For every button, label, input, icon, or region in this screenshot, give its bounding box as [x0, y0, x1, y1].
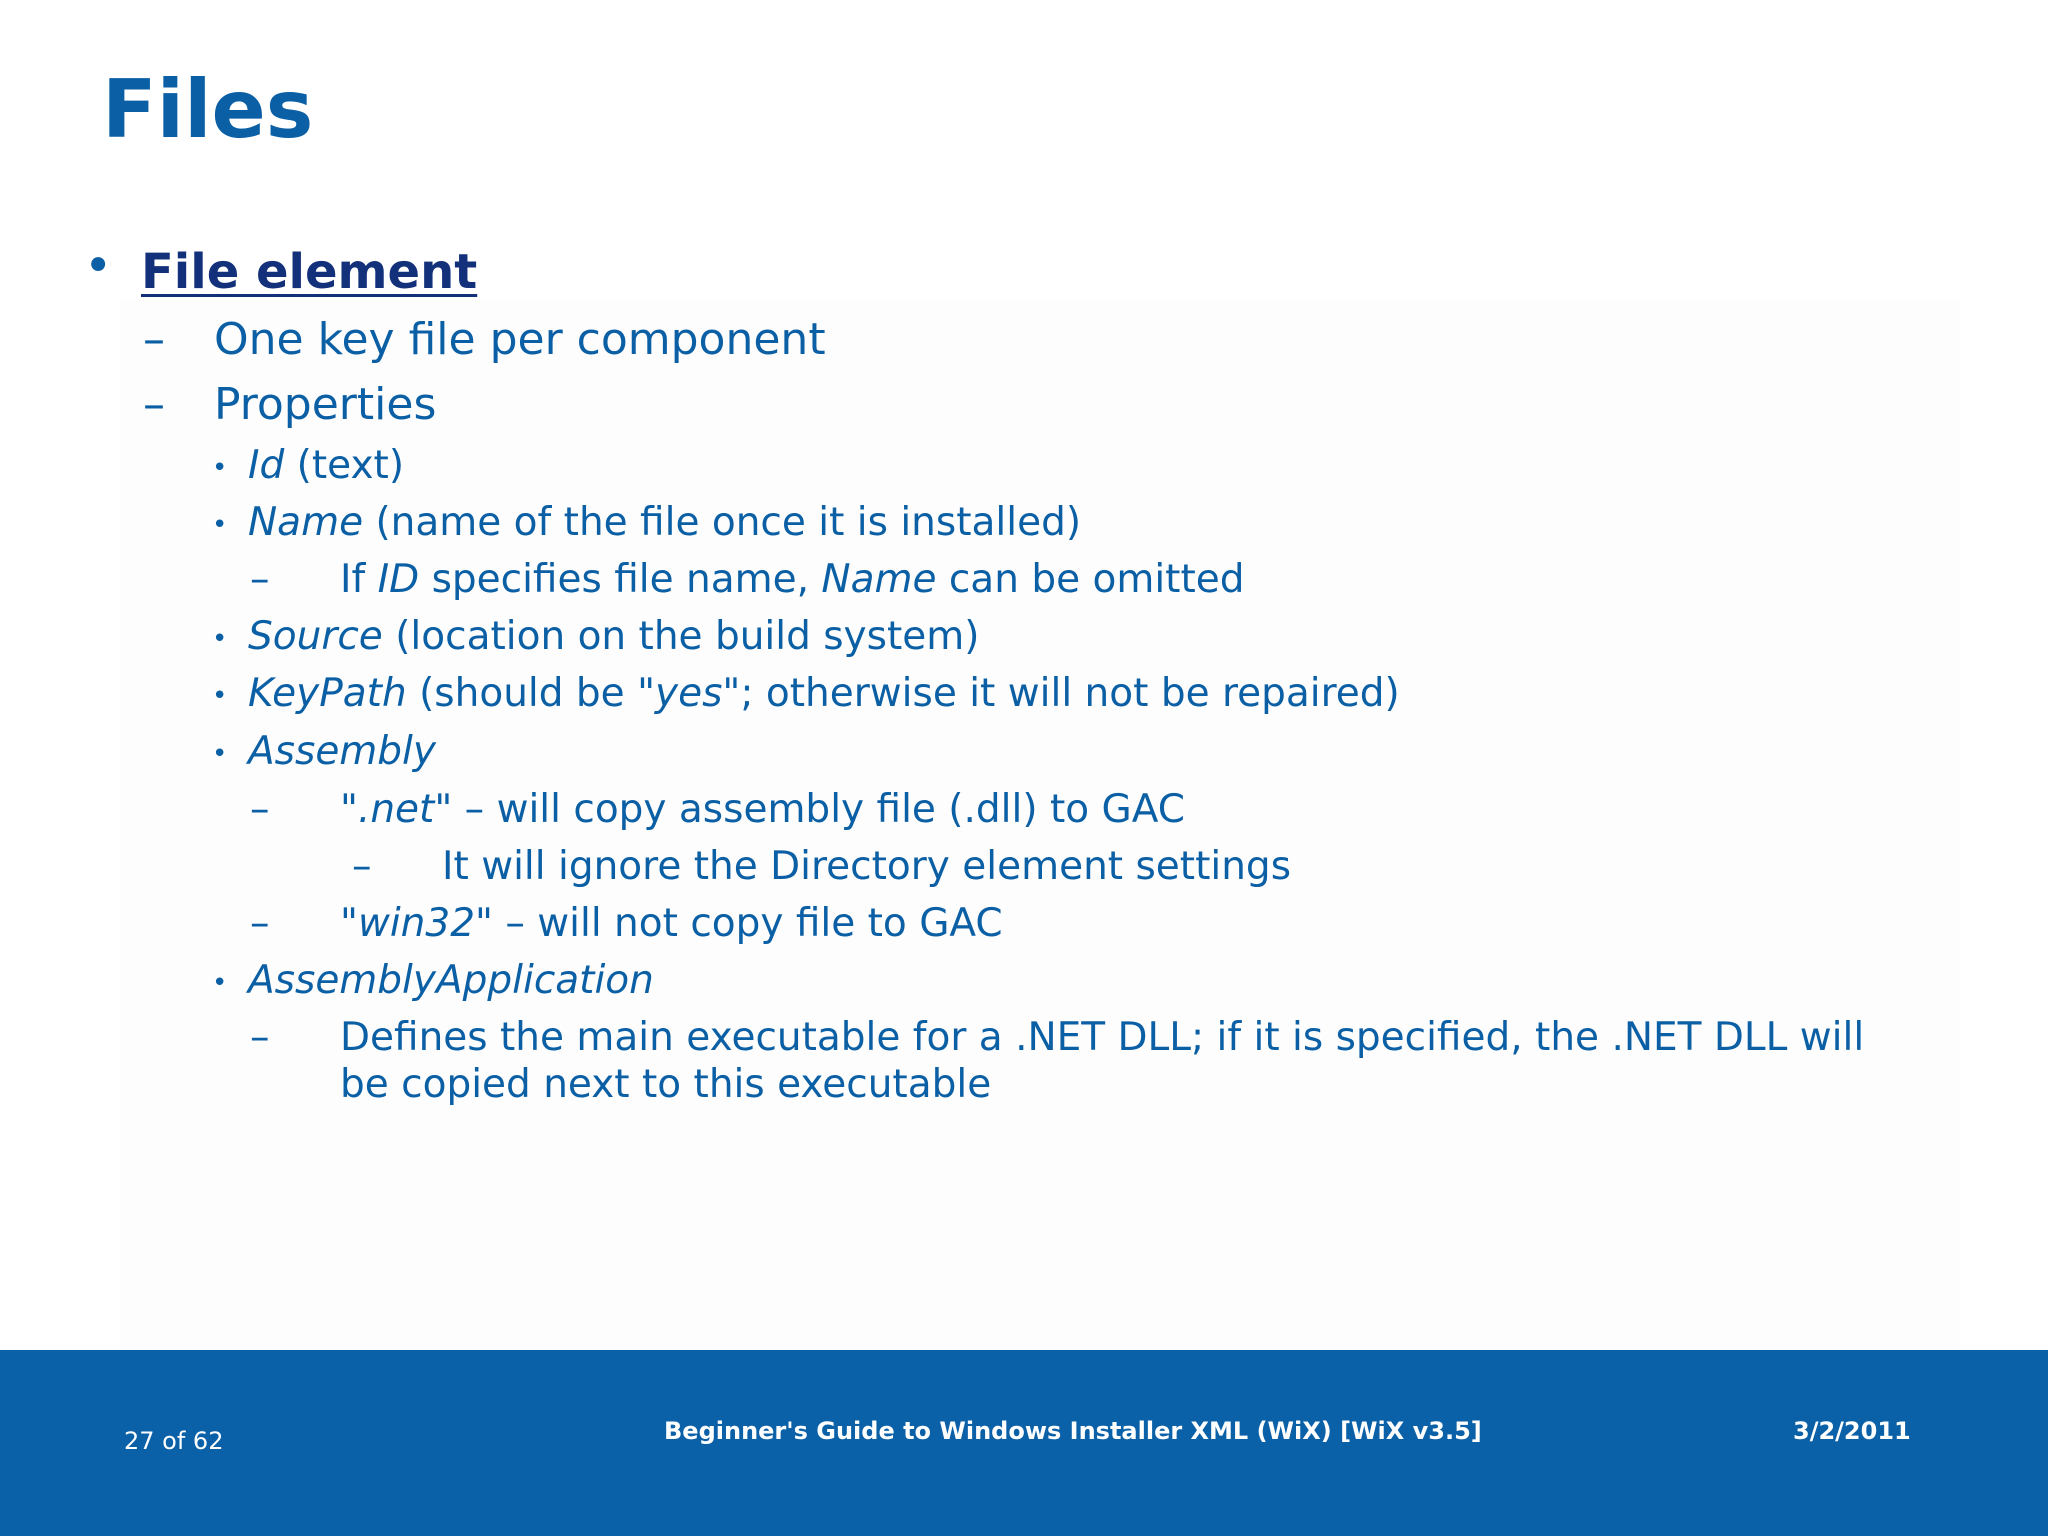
- net-desc: – will copy assembly file (.dll) to GAC: [452, 787, 1185, 832]
- line-win32: [340, 899, 1003, 949]
- footer-date: 3/2/2011: [1793, 1417, 1911, 1445]
- term-keypath: KeyPath: [248, 671, 407, 716]
- line-source: [248, 612, 979, 662]
- id-desc: (text): [284, 443, 405, 488]
- dash-marker: –: [352, 844, 372, 889]
- line-assembly-application: [248, 956, 654, 1006]
- bullet-marker: •: [212, 739, 228, 769]
- keypath-post: ; otherwise it will not be repaired): [740, 671, 1400, 716]
- line-properties: Properties: [214, 379, 437, 430]
- line-defines-2: be copied next to this executable: [340, 1062, 992, 1107]
- name-desc: (name of the file once it is installed): [363, 500, 1082, 545]
- term-name: Name: [248, 500, 364, 545]
- bullet-marker: •: [84, 238, 113, 294]
- dash-marker: –: [143, 314, 165, 365]
- page-number: 27 of 62: [124, 1427, 224, 1455]
- line-key-file: One key file per component: [214, 314, 826, 365]
- win32-desc: – will not copy file to GAC: [492, 901, 1003, 946]
- term-assembly: Assembly: [248, 729, 436, 774]
- keypath-mid: (should be: [406, 671, 638, 716]
- line-id: [248, 441, 404, 491]
- value-net: ".net": [340, 787, 453, 832]
- if-id-mid: specifies file name,: [419, 557, 822, 602]
- bullet-marker: •: [212, 624, 228, 654]
- footer-title: Beginner's Guide to Windows Installer XML (WiX) [WiX v3.5]: [664, 1417, 1482, 1445]
- term-id: Id: [248, 443, 285, 488]
- line-defines-1: Defines the main executable for a .NET DLL; if it is specified, the .NET DLL will: [340, 1015, 1865, 1060]
- dash-marker: –: [250, 557, 270, 602]
- dash-marker: –: [250, 787, 270, 832]
- line-if-id: [340, 555, 1245, 605]
- term-source: Source: [248, 614, 383, 659]
- term-assembly-application: AssemblyApplication: [248, 958, 654, 1003]
- bullet-marker: •: [212, 968, 228, 998]
- file-element-heading: [141, 242, 477, 302]
- slide-footer: [0, 1350, 2048, 1536]
- line-keypath: [248, 669, 1400, 719]
- slide-title: Files: [102, 63, 314, 156]
- file-element-link[interactable]: File element: [141, 244, 478, 300]
- line-name: [248, 498, 1081, 548]
- dash-marker: –: [250, 901, 270, 946]
- term-name: Name: [821, 557, 937, 602]
- line-ignore-dir: It will ignore the Directory element settings: [442, 844, 1292, 889]
- line-assembly: [248, 727, 436, 777]
- if-id-pre: If: [340, 557, 378, 602]
- bullet-marker: •: [212, 453, 228, 483]
- dash-marker: –: [250, 1015, 270, 1060]
- line-net: [340, 785, 1185, 835]
- value-win32: "win32": [340, 901, 493, 946]
- source-desc: (location on the build system): [382, 614, 980, 659]
- term-id-upper: ID: [377, 557, 420, 602]
- bullet-marker: •: [212, 510, 228, 540]
- value-yes: "yes": [637, 671, 741, 716]
- dash-marker: –: [143, 379, 165, 430]
- if-id-post: can be omitted: [936, 557, 1245, 602]
- bullet-marker: •: [212, 681, 228, 711]
